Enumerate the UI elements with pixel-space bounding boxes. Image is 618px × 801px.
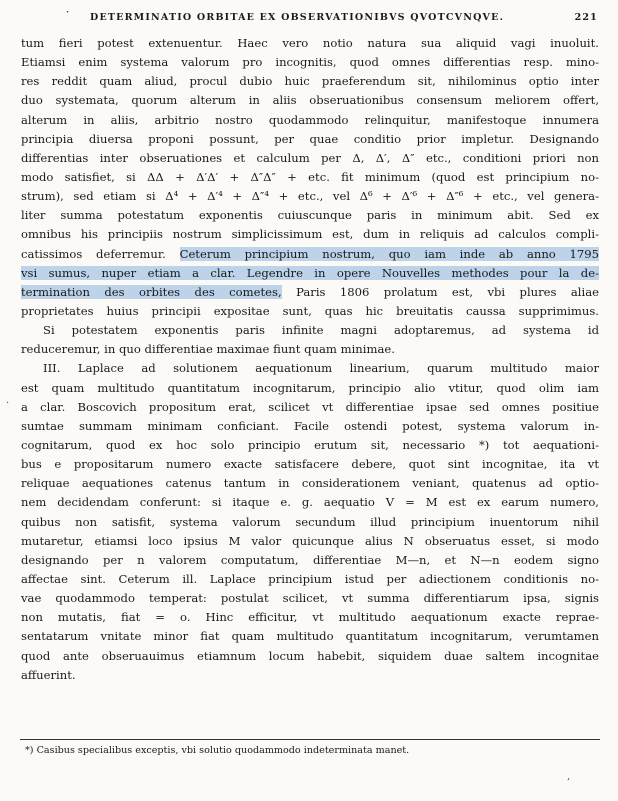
text-line: est quam multitudo quantitatum incognitarum, principio alio vtitur, quod olim iam xyxy=(21,380,599,395)
text-line: differentias inter obseruationes et calculum per Δ, Δ′, Δ″ etc., conditioni priori non xyxy=(21,150,599,165)
text-line: designando per n valorem computatum, differentiae M—n, et N—n eodem signo xyxy=(21,552,599,567)
header-mark: ˙ xyxy=(65,11,72,22)
text-line: non mutatis, fiat = o. Hinc efficitur, vt multitudo aequationum exacte reprae- xyxy=(21,610,599,625)
text-line: sumtae summam minimam conficiant. Facile ostendi potest, systema valorum in- xyxy=(21,418,599,433)
footnote: *) Casibus specialibus exceptis, vbi solutio quodammodo indeterminata manet. xyxy=(25,745,410,756)
text-segment: Paris 1806 prolatum est, vbi plures aliae xyxy=(281,284,599,299)
text-line: reduceremur, in quo differentiae maximae fiunt quam minimae. xyxy=(21,342,395,357)
text-line: cognitarum, quod ex hoc solo principio erutum sit, necessario *) tot aequationi- xyxy=(21,437,599,452)
text-line-highlighted xyxy=(21,245,599,264)
text-line-highlighted xyxy=(21,283,599,302)
text-line: proprietates huius principii expositae sunt, quas hic breuitatis caussa supprimimus. xyxy=(21,303,599,318)
text-segment: catissimos deferremur. xyxy=(21,246,180,261)
text-line: strum), sed etiam si Δ⁴ + Δ′⁴ + Δ″⁴ + etc., vel Δ⁶ + Δ′⁶ + Δ″⁶ + etc., vel genera- xyxy=(21,189,599,204)
text-line: Si potestatem exponentis paris infinite magni adoptaremus, ad systema id xyxy=(43,323,599,338)
text-line: nem decidendam conferunt: si itaque e. g. aequatio V = M est ex earum numero, xyxy=(21,495,599,510)
margin-speck: · xyxy=(6,398,10,409)
text-line: omnibus his principiis nostrum simplicissimum est, dum in reliquis ad calculos compli- xyxy=(21,227,599,242)
text-line: quibus non satisfit, systema valorum secundum illud principium inuentorum nihil xyxy=(21,514,599,529)
page-header xyxy=(20,12,598,28)
text-line: sentatarum vnitate minor fiat quam multitudo quantitatum incognitarum, verumtamen xyxy=(21,629,599,644)
text-line: quod ante obseruauimus etiamnum locum habebit, siquidem duae saltem incognitae xyxy=(21,648,599,663)
text-line: a clar. Boscovich propositum erat, scilicet vt differentiae ipsae sed omnes positiue xyxy=(21,399,599,414)
footnote-divider xyxy=(20,739,600,740)
text-line: affuerint. xyxy=(21,667,76,682)
highlighted-text[interactable]: vsi sumus, nuper etiam a clar. Legendre in opere Nouvelles methodes pour la de- xyxy=(21,265,599,280)
text-line: modo satisfiet, si ΔΔ + Δ′Δ′ + Δ″Δ″ + etc. fit minimum (quod est principium no- xyxy=(21,169,599,184)
highlighted-text[interactable]: Ceterum principium nostrum, quo iam inde ab anno 1795 xyxy=(179,246,600,261)
text-line-highlighted xyxy=(21,264,599,283)
text-line: principia diuersa proponi possunt, per quae conditio prior impletur. Designando xyxy=(21,131,599,146)
text-line: liter summa potestatum exponentis cuiuscunque paris in minimum abit. Sed ex xyxy=(21,208,599,223)
highlighted-text[interactable]: termination des orbites des cometes, xyxy=(21,284,282,299)
text-line: affectae sint. Ceterum ill. Laplace principium istud per adiectionem conditionis no- xyxy=(21,571,599,586)
text-line: alterum in aliis, arbitrio nostro quodammodo relinquitur, manifestoque innumera xyxy=(21,112,599,127)
body-text xyxy=(21,34,599,685)
text-line: reliquae aequationes catenus tantum in considerationem veniant, quatenus ad optio- xyxy=(21,476,599,491)
running-title: DETERMINATIO ORBITAE EX OBSERVATIONIBVS QVOTCVNQVE. xyxy=(90,12,505,23)
text-line: bus e propositarum numero exacte satisfacere debere, quot sint incognitae, ita vt xyxy=(21,457,599,472)
text-line: Etiamsi enim systema valorum pro incognitis, quod omnes differentias resp. mino- xyxy=(21,55,599,70)
text-line: mutaretur, etiamsi loco ipsius M valor quicunque alius N obseruatus esset, si modo xyxy=(21,533,599,548)
text-line: tum fieri potest extenuentur. Haec vero notio natura sua aliquid vagi inuoluit. xyxy=(21,36,599,50)
text-line: III. Laplace ad solutionem aequationum linearium, quarum multitudo maior xyxy=(43,361,599,376)
text-line: duo systemata, quorum alterum in aliis obseruationibus consensum meliorem offert, xyxy=(21,93,599,108)
page-number: 221 xyxy=(574,12,598,23)
margin-speck: , xyxy=(567,771,571,782)
text-line: vae quodammodo temperat: postulat scilicet, vt summa differentiarum ipsa, signis xyxy=(21,591,599,606)
text-line: res reddit quam aliud, procul dubio huic praeferendum sit, nihilominus optio inter xyxy=(21,74,599,89)
